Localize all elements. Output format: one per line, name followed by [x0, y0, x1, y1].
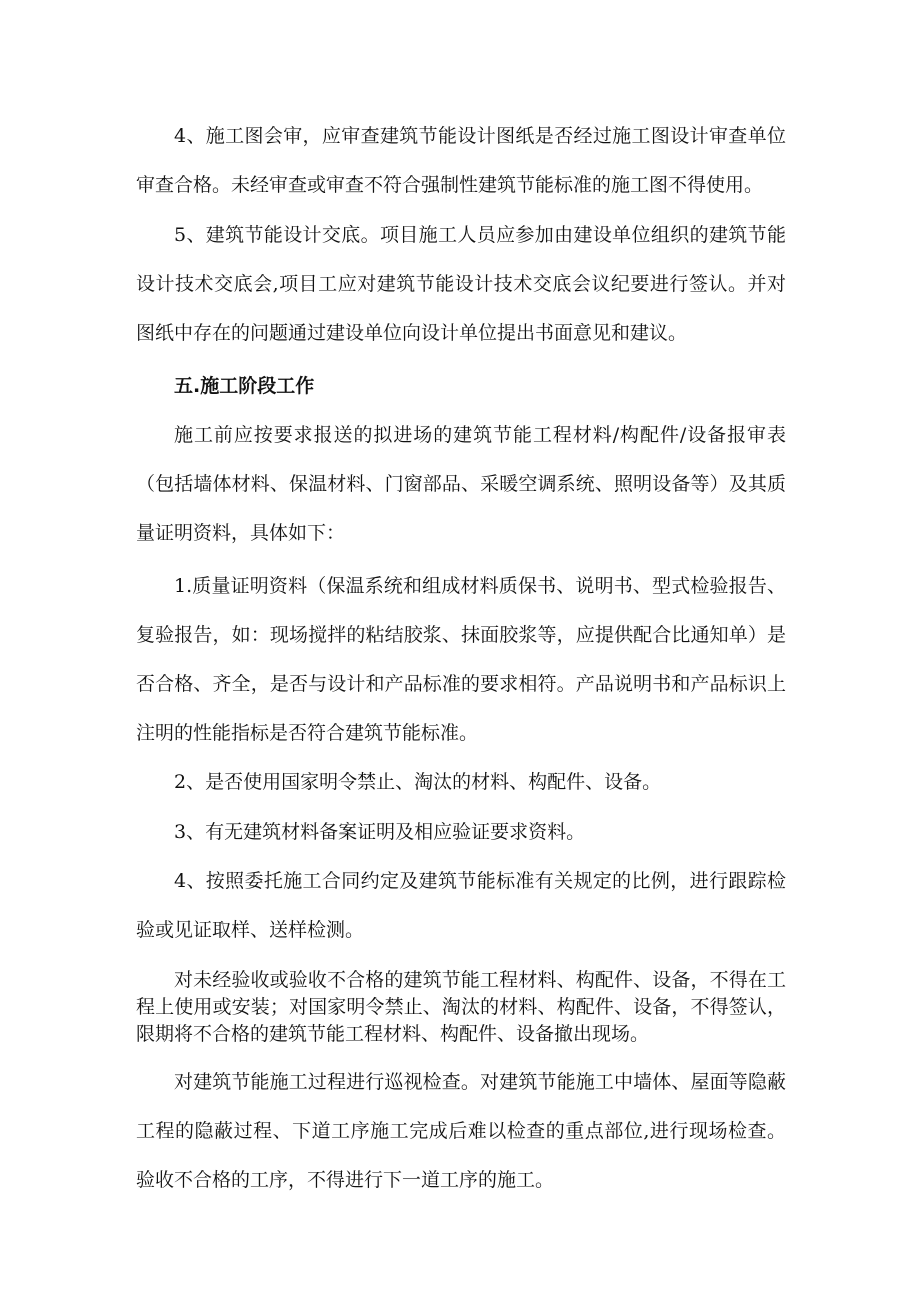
- paragraph-prohibited-materials: 2、是否使用国家明令禁止、淘汰的材料、构配件、设备。: [174, 771, 662, 793]
- paragraph-filing-certificate: 3、有无建筑材料备案证明及相应验证要求资料。: [174, 821, 586, 843]
- paragraph-unqualified-materials: 对未经验收或验收不合格的建筑节能工程材料、构配件、设备，不得在工程上使用或安装；对国家明令禁止、淘汰的材料、构配件、设备，不得签认，限期将不合格的建筑节能工程材料、构配件、设备撤出现场。: [136, 969, 786, 1045]
- paragraph-design-briefing: 5、建筑节能设计交底。项目施工人员应参加由建设单位组织的建筑节能设计技术交底会,项目工应对建筑节能设计技术交底会议纪要进行签认。并对图纸中存在的问题通过建设单位向设计单位提出书面意见和建议。: [136, 224, 786, 344]
- section-heading-construction-stage: 五.施工阶段工作: [174, 375, 315, 397]
- paragraph-quality-documents: 1.质量证明资料（保温系统和组成材料质保书、说明书、型式检验报告、复验报告，如：现场搅拌的粘结胶浆、抹面胶浆等，应提供配合比通知单）是否合格、齐全，是否与设计和产品标准的要求相符。产品说明书和产品标识上注明的性能指标是否符合建筑节能标准。: [136, 575, 786, 744]
- paragraph-sampling-inspection: 4、按照委托施工合同约定及建筑节能标准有关规定的比例，进行跟踪检验或见证取样、送样检测。: [136, 870, 786, 941]
- paragraph-material-submission: 施工前应按要求报送的拟进场的建筑节能工程材料/构配件/设备报审表（包括墙体材料、保温材料、门窗部品、采暖空调系统、照明设备等）及其质量证明资料，具体如下：: [136, 424, 786, 544]
- paragraph-drawing-review: 4、施工图会审，应审查建筑节能设计图纸是否经过施工图设计审查单位审查合格。未经审查或审查不符合强制性建筑节能标准的施工图不得使用。: [136, 125, 786, 196]
- paragraph-patrol-inspection: 对建筑节能施工过程进行巡视检查。对建筑节能施工中墙体、屋面等隐蔽工程的隐蔽过程、下道工序施工完成后难以检查的重点部位,进行现场检查。验收不合格的工序，不得进行下一道工序的施工。: [136, 1071, 786, 1191]
